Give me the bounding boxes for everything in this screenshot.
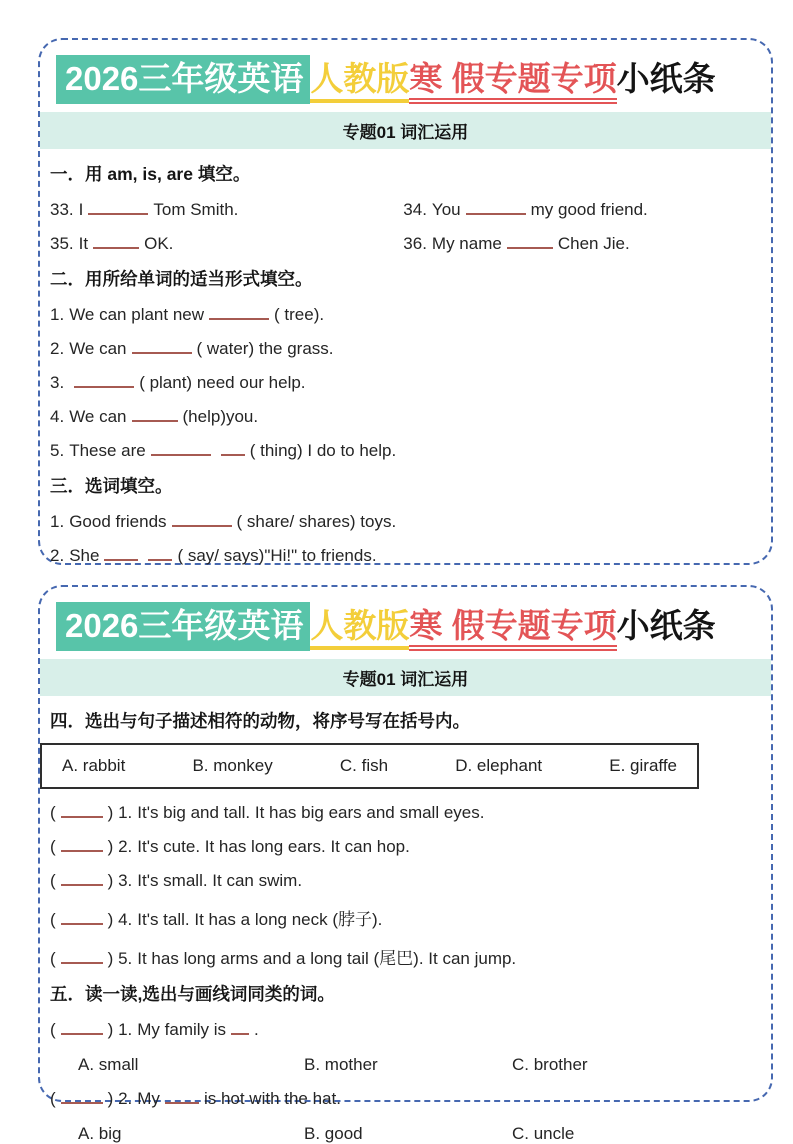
answer-blank[interactable] bbox=[61, 872, 103, 886]
bracket-open: ( bbox=[50, 1088, 56, 1108]
bracket-open: ( bbox=[50, 836, 56, 856]
item-number: 4. bbox=[118, 909, 133, 929]
exercise-item bbox=[403, 234, 771, 254]
bracket-open: ( bbox=[50, 1019, 56, 1039]
answer-blank[interactable] bbox=[61, 838, 103, 852]
item-text: Tom Smith. bbox=[153, 199, 239, 219]
item-text: my good friend. bbox=[530, 199, 648, 219]
page-title bbox=[56, 55, 771, 103]
item-text: It bbox=[78, 233, 89, 253]
choice-option: A. big bbox=[78, 1123, 122, 1143]
choice-option: B. good bbox=[304, 1123, 363, 1143]
bracket-close: ) bbox=[107, 802, 114, 822]
answer-blank[interactable] bbox=[93, 235, 139, 249]
exercise-item bbox=[50, 871, 771, 891]
item-text: It's tall. It has a long neck (脖子). bbox=[137, 909, 383, 929]
exercise-item bbox=[50, 407, 771, 427]
choice-option: C. uncle bbox=[512, 1123, 575, 1143]
item-text: ( share/ shares) toys. bbox=[236, 511, 397, 531]
item-text: (help)you. bbox=[182, 406, 259, 426]
item-text: It's small. It can swim. bbox=[137, 870, 303, 890]
item-number: 2. bbox=[50, 338, 65, 358]
exercise-item bbox=[50, 1020, 771, 1040]
exercise-item bbox=[50, 441, 771, 461]
answer-blank[interactable] bbox=[151, 442, 211, 456]
section-heading-5: 五．读一读,选出与画线词同类的词。 bbox=[50, 983, 335, 1004]
exercise-item bbox=[50, 339, 771, 359]
answer-blank[interactable] bbox=[132, 408, 178, 422]
item-text: These are bbox=[69, 440, 146, 460]
answer-blank[interactable] bbox=[132, 340, 192, 354]
exercise-row bbox=[50, 200, 771, 220]
item-number: 1. bbox=[118, 802, 133, 822]
answer-blank[interactable] bbox=[172, 513, 232, 527]
bracket-close: ) bbox=[107, 870, 114, 890]
bracket-close: ) bbox=[107, 948, 114, 968]
answer-blank[interactable] bbox=[61, 1021, 103, 1035]
bracket-open: ( bbox=[50, 909, 56, 929]
worksheet-page-2 bbox=[38, 585, 773, 1143]
exercise-item bbox=[50, 837, 771, 857]
choice-option: A. small bbox=[78, 1054, 139, 1074]
item-text: We can bbox=[69, 406, 127, 426]
word-bank bbox=[40, 743, 699, 789]
bracket-close: ) bbox=[107, 1019, 114, 1039]
bracket-close: ) bbox=[107, 836, 114, 856]
exercise-item bbox=[50, 373, 771, 393]
choice-option: B. mother bbox=[304, 1054, 378, 1074]
answer-blank[interactable] bbox=[74, 374, 134, 388]
title-grade-highlight: 2026三年级英语 bbox=[56, 602, 310, 651]
exercise-item bbox=[50, 234, 403, 254]
item-number: 2. bbox=[118, 1088, 133, 1108]
answer-blank[interactable] bbox=[61, 950, 103, 964]
item-number: 4. bbox=[50, 406, 65, 426]
title-grade-highlight: 2026三年级英语 bbox=[56, 55, 310, 104]
item-text: She bbox=[69, 545, 100, 565]
topic-banner: 专题01 词汇运用 bbox=[40, 659, 771, 696]
answer-blank[interactable] bbox=[209, 306, 269, 320]
page-title bbox=[56, 602, 771, 650]
answer-blank[interactable] bbox=[104, 547, 138, 561]
section-heading-1: 一．用 am, is, are 填空。 bbox=[50, 163, 251, 184]
exercise-item bbox=[403, 200, 771, 220]
word-bank-option: A. rabbit bbox=[62, 755, 126, 775]
exercise-item bbox=[50, 1089, 771, 1109]
bracket-close: ) bbox=[107, 909, 114, 929]
item-text: My name bbox=[431, 233, 502, 253]
item-text: . bbox=[254, 1019, 259, 1039]
answer-blank[interactable] bbox=[61, 911, 103, 925]
item-text: My family is bbox=[137, 1019, 227, 1039]
item-text: Good friends bbox=[69, 511, 167, 531]
exercise-item bbox=[50, 546, 771, 566]
item-text: ( plant) need our help. bbox=[139, 372, 306, 392]
item-number: 2. bbox=[50, 545, 65, 565]
answer-blank[interactable] bbox=[61, 1090, 103, 1104]
choice-row bbox=[78, 1055, 771, 1075]
exercise-item bbox=[50, 905, 771, 930]
exercise-item bbox=[50, 944, 771, 969]
item-number: 2. bbox=[118, 836, 133, 856]
item-number: 35. bbox=[50, 233, 74, 253]
item-text: ( tree). bbox=[274, 304, 325, 324]
item-text: It has long arms and a long tail (尾巴). It can jump. bbox=[137, 948, 517, 968]
section-heading-2: 二．用所给单词的适当形式填空。 bbox=[50, 268, 313, 289]
answer-blank[interactable] bbox=[221, 442, 245, 456]
item-text: ( water) the grass. bbox=[196, 338, 334, 358]
exercise-item bbox=[50, 305, 771, 325]
answer-blank[interactable] bbox=[148, 547, 172, 561]
item-text: I bbox=[78, 199, 84, 219]
bracket-open: ( bbox=[50, 802, 56, 822]
section-heading-3: 三．选词填空。 bbox=[50, 475, 173, 496]
answer-blank[interactable] bbox=[88, 201, 148, 215]
item-number: 5. bbox=[118, 948, 133, 968]
item-text: You bbox=[431, 199, 461, 219]
item-number: 1. bbox=[50, 304, 65, 324]
answer-blank[interactable] bbox=[61, 804, 103, 818]
item-text: OK. bbox=[144, 233, 174, 253]
item-number: 36. bbox=[403, 233, 427, 253]
item-text: We can bbox=[69, 338, 127, 358]
word-bank-option: B. monkey bbox=[192, 755, 273, 775]
item-number: 1. bbox=[50, 511, 65, 531]
title-topic: 寒 假专题专项 bbox=[409, 607, 616, 651]
item-text: is hot with the hat. bbox=[203, 1088, 341, 1108]
item-text: ( say/ says)"Hi!" to friends. bbox=[177, 545, 377, 565]
exercise-item bbox=[50, 803, 771, 823]
exercise-row bbox=[50, 234, 771, 254]
title-suffix: 小纸条 bbox=[616, 60, 716, 97]
item-text: We can plant new bbox=[69, 304, 205, 324]
item-number: 5. bbox=[50, 440, 65, 460]
choice-row bbox=[78, 1124, 771, 1144]
item-text: It's big and tall. It has big ears and small eyes. bbox=[137, 802, 485, 822]
item-text: ( thing) I do to help. bbox=[249, 440, 397, 460]
exercise-item bbox=[50, 512, 771, 532]
item-text: It's cute. It has long ears. It can hop. bbox=[137, 836, 410, 856]
title-topic: 寒 假专题专项 bbox=[409, 60, 616, 104]
item-number: 33. bbox=[50, 199, 74, 219]
title-edition: 人教版 bbox=[310, 60, 409, 103]
item-text: Chen Jie. bbox=[557, 233, 630, 253]
worksheet-page-1 bbox=[38, 38, 773, 565]
exercise-item bbox=[50, 200, 403, 220]
word-bank-option: C. fish bbox=[339, 755, 389, 775]
bracket-open: ( bbox=[50, 870, 56, 890]
answer-blank[interactable] bbox=[231, 1021, 249, 1035]
item-number: 3. bbox=[118, 870, 133, 890]
answer-blank[interactable] bbox=[466, 201, 526, 215]
item-number: 1. bbox=[118, 1019, 133, 1039]
title-suffix: 小纸条 bbox=[616, 607, 716, 644]
item-number: 34. bbox=[403, 199, 427, 219]
bracket-close: ) bbox=[107, 1088, 114, 1108]
bracket-open: ( bbox=[50, 948, 56, 968]
section-heading-4: 四．选出与句子描述相符的动物，将序号写在括号内。 bbox=[50, 710, 470, 731]
answer-blank[interactable] bbox=[507, 235, 553, 249]
item-number: 3. bbox=[50, 372, 65, 392]
choice-option: C. brother bbox=[512, 1054, 588, 1074]
word-bank-option: D. elephant bbox=[455, 755, 543, 775]
answer-blank[interactable] bbox=[165, 1090, 199, 1104]
word-bank-option: E. giraffe bbox=[609, 755, 677, 775]
item-text: My bbox=[137, 1088, 160, 1108]
topic-banner: 专题01 词汇运用 bbox=[40, 112, 771, 149]
title-edition: 人教版 bbox=[310, 607, 409, 650]
